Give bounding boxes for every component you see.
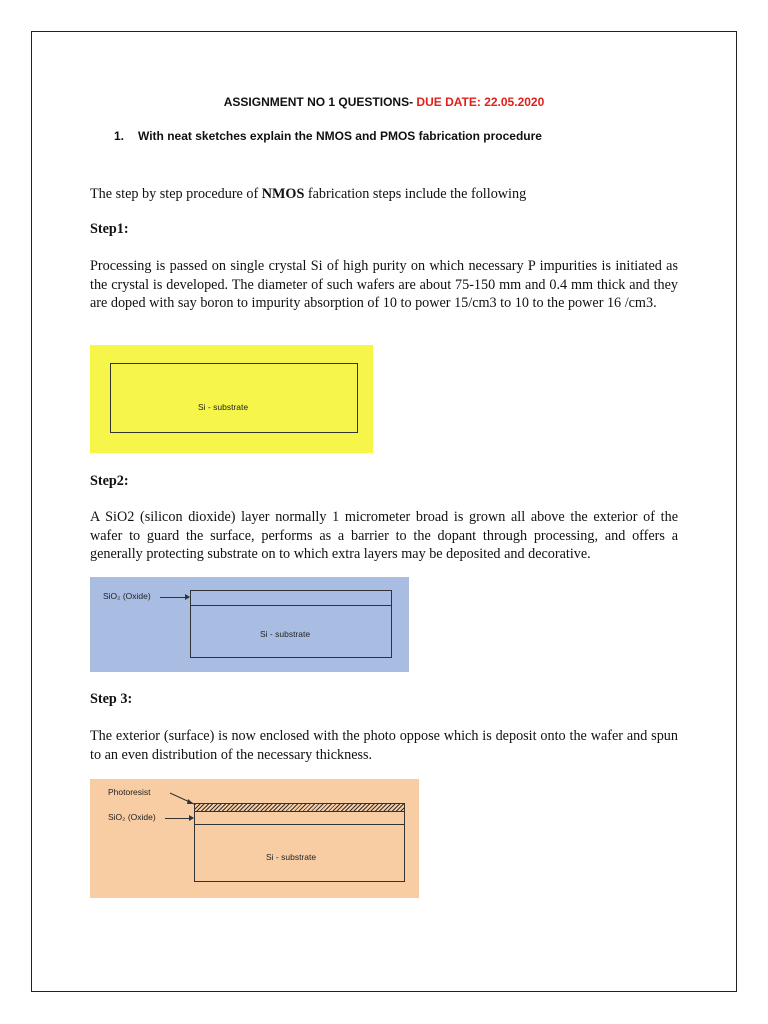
oxide-boundary (190, 605, 392, 606)
step-2-text: A SiO2 (silicon dioxide) layer normally 1 micrometer broad is grown all above the exterior of the wafer to guard the surface, performs as a barrier to the dopant through processing, and offers a generally protecting substrate on to which extra layers may be deposited and decorative. (90, 509, 678, 562)
step-2-title: Step2: (90, 473, 129, 489)
step-2-figure (90, 577, 409, 672)
oxide-arrow (165, 818, 193, 819)
question-number: 1. (114, 129, 125, 143)
step-1-figure (90, 345, 373, 453)
step-3-figure (90, 779, 419, 898)
oxide-arrow (160, 597, 189, 598)
due-date: DUE DATE: 22.05.2020 (413, 95, 545, 109)
oxide-label: SiO₂ (Oxide) (108, 812, 156, 822)
oxide-layer (194, 811, 405, 825)
step-1-title: Step1: (90, 221, 129, 237)
oxide-label: SiO₂ (Oxide) (103, 591, 151, 601)
intro-bold-term: NMOS (261, 186, 305, 202)
assignment-heading (0, 95, 768, 109)
question-item (114, 129, 542, 143)
question-text: With neat sketches explain the NMOS and PMOS fabrication procedure (138, 129, 542, 143)
substrate-rect (110, 363, 358, 433)
substrate-bottom (190, 657, 392, 658)
heading-title: ASSIGNMENT NO 1 QUESTIONS- (223, 95, 414, 109)
photoresist-label: Photoresist (108, 787, 151, 797)
substrate-label: Si - substrate (198, 402, 249, 412)
step-3-text: The exterior (surface) is now enclosed with the photo oppose which is deposit onto the wafer and spun to an even distribution of the necessary thickness. (90, 728, 678, 763)
substrate-label: Si - substrate (260, 629, 311, 639)
step-3-title: Step 3: (90, 691, 133, 707)
intro-text-start: The step by step procedure of (90, 186, 262, 202)
wafer-rect (190, 590, 392, 657)
intro-paragraph (90, 185, 678, 204)
substrate-label: Si - substrate (266, 852, 317, 862)
step-1-text: Processing is passed on single crystal Si of high purity on which necessary P impurities is initiated as the crystal is developed. The diameter of such wafers are about 75-150 mm and 0.4 mm thick and they are doped with say boron to impurity absorption of 10 to power 15/cm3 to 10 to the power 16 /cm3. (90, 258, 678, 311)
intro-text-end: fabrication steps include the following (304, 186, 527, 202)
